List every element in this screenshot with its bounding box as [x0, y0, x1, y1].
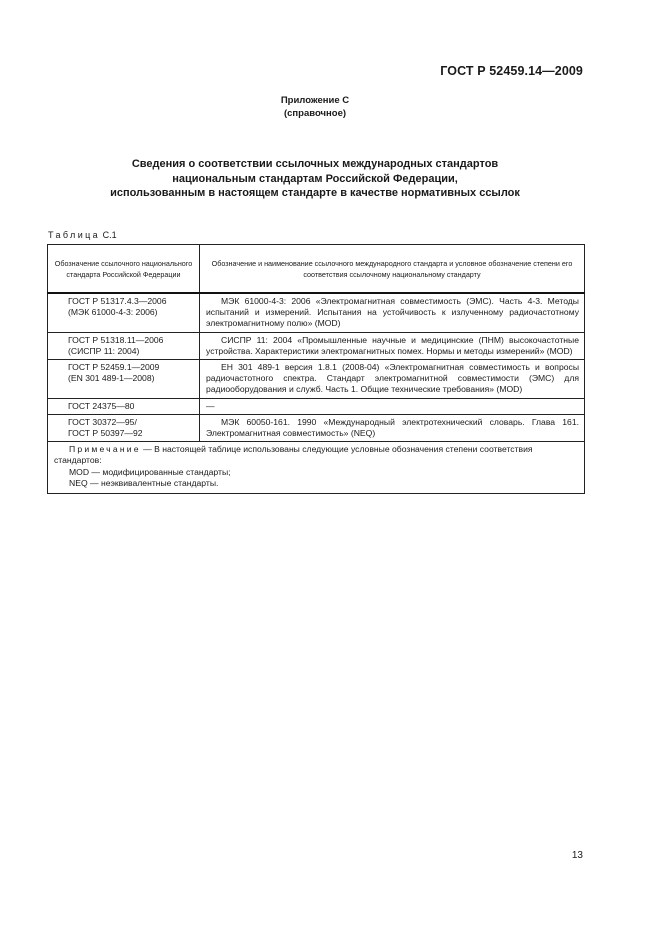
note-body: — В настоящей таблице использованы следующие условные обозначения степени соответствия стандартов:: [54, 444, 533, 466]
international-standard-cell: [200, 414, 585, 441]
table-caption: [48, 230, 117, 240]
header-international-standard: Обозначение и наименование ссылочного международного стандарта и условное обозначение степени его соответствия ссылочному национальному стандарту: [200, 245, 585, 294]
standard-description: —: [206, 400, 215, 411]
appendix-label: Приложение С: [280, 95, 350, 106]
standard-equivalent: ГОСТ Р 50397—92: [68, 428, 143, 439]
section-title: [0, 157, 630, 201]
standard-designation: ГОСТ Р 52459.1—2009: [68, 362, 160, 373]
table-row: [48, 293, 585, 332]
national-standard-cell: [48, 293, 200, 332]
standard-designation: ГОСТ 24375—80: [68, 400, 135, 411]
international-standard-cell: [200, 398, 585, 414]
table-row: [48, 332, 585, 359]
table-row: [48, 360, 585, 399]
national-standard-cell: [48, 332, 200, 359]
international-standard-cell: [200, 360, 585, 399]
appendix-heading: [0, 94, 630, 120]
table-note: [48, 442, 585, 494]
standard-description: СИСПР 11: 2004 «Промышленные научные и медицинские (ПНМ) высокочастотные устройства. Характеристики электромагнитных помех. Нормы и методы измерений» (MOD): [206, 334, 579, 356]
international-standard-cell: [200, 332, 585, 359]
title-line-2: национальным стандартам Российской Федерации,: [172, 172, 458, 185]
standard-designation: ГОСТ Р 51318.11—2006: [68, 334, 164, 345]
table-header-row: [48, 245, 585, 294]
reference-table: [47, 244, 585, 494]
table-row: [48, 414, 585, 441]
national-standard-cell: [48, 414, 200, 441]
note-prefix: Примечание: [69, 444, 141, 455]
standard-description: МЭК 61000-4-3: 2006 «Электромагнитная совместимость (ЭМС). Часть 4-3. Методы испытаний и измерений. Испытания на устойчивость к излученному радиочастотному электромагнитному полю» (MOD): [206, 296, 579, 329]
table-caption-word: Таблица: [48, 230, 101, 240]
title-line-3: использованным в настоящем стандарте в качестве нормативных ссылок: [110, 187, 520, 199]
national-standard-cell: [48, 360, 200, 399]
note-item-mod: MOD — модифицированные стандарты;: [69, 466, 231, 477]
note-item-neq: NEQ — неэквивалентные стандарты.: [69, 477, 219, 488]
standard-equivalent: (МЭК 61000-4-3: 2006): [68, 307, 158, 318]
page-number: 13: [571, 850, 583, 861]
national-standard-cell: [48, 398, 200, 414]
table-row: [48, 398, 585, 414]
standard-description: ЕН 301 489-1 версия 1.8.1 (2008-04) «Электромагнитная совместимость и вопросы радиочастотного спектра. Стандарт электромагнитной совместимости (ЭМС) для радиооборудования и служб. Часть 1. Общие технические требования» (MOD): [206, 362, 579, 395]
table-note-row: [48, 442, 585, 494]
international-standard-cell: [200, 293, 585, 332]
document-number: ГОСТ Р 52459.14—2009: [440, 64, 583, 78]
standard-equivalent: (EN 301 489-1—2008): [68, 373, 155, 384]
standard-description: МЭК 60050-161. 1990 «Международный электротехнический словарь. Глава 161. Электромагнитная совместимость» (NEQ): [206, 416, 579, 439]
title-line-1: Сведения о соответствии ссылочных международных стандартов: [131, 158, 499, 170]
note-text: [54, 444, 578, 466]
standard-equivalent: (СИСПР 11: 2004): [68, 345, 140, 356]
standard-designation: ГОСТ 30372—95/: [68, 416, 137, 427]
header-national-standard: Обозначение ссылочного национального стандарта Российской Федерации: [48, 245, 200, 294]
appendix-sublabel: (справочное): [283, 108, 347, 119]
table-caption-number: С.1: [102, 230, 117, 240]
standard-designation: ГОСТ Р 51317.4.3—2006: [68, 296, 167, 306]
